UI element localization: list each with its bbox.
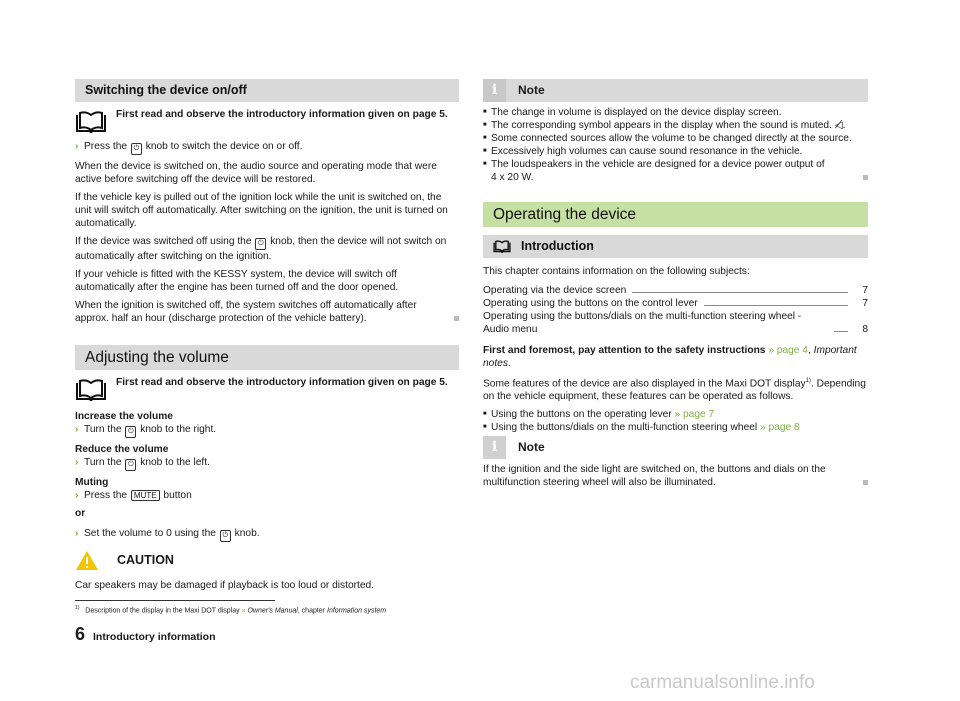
paragraph: Some features of the device are also displayed in the Maxi DOT display$^{1)}$. Depending on the vehicle equipment, these features can be operated as follows. — [483, 378, 866, 403]
list-item: ■ Using the buttons on the operating lever » page 7 — [483, 408, 868, 421]
toc-row[interactable]: Operating via the device screen 7 — [483, 285, 868, 296]
toc-row[interactable]: Operating using the buttons on the control lever 7 — [483, 298, 868, 309]
read-first-note: First read and observe the introductory information given on page 5. — [75, 108, 459, 134]
page-link[interactable]: » page 7 — [674, 409, 715, 421]
paragraph: If the device was switched off using the ⏻ knob, then the device will not switch on automatically after switching on the ignition. — [75, 236, 447, 262]
page-bottom — [75, 0, 875, 701]
page-link[interactable]: » page 8 — [760, 422, 800, 434]
section-heading-switching: Switching the device on/off — [75, 79, 459, 102]
mute-button-icon: MUTE — [131, 490, 160, 501]
chapter-title: Introductory information — [93, 631, 216, 643]
note-heading: i Note — [483, 436, 868, 459]
list-item: ■ Some connected sources allow the volume to be changed directly at the source. — [483, 132, 868, 145]
paragraph: When the ignition is switched off, the system switches off automatically after approx. half an hour (discharge protection of the vehicle battery). — [75, 299, 459, 325]
power-knob-icon: ⏻ — [131, 143, 142, 155]
subheading: Muting — [75, 477, 109, 488]
step-set-volume-zero: › Set the volume to 0 using the ⏻ knob. — [75, 527, 459, 542]
list-item: ■ The corresponding symbol appears in the display when the sound is muted. ◁̸. — [483, 119, 868, 132]
intro-text: This chapter contains information on the following subjects: — [483, 266, 750, 277]
list-item: ■ Using the buttons/dials on the multi-function steering wheel » page 8 — [483, 421, 868, 434]
step-switch-on-off: › Press the ⏻ knob to switch the device on or off. — [75, 140, 459, 155]
read-first-note: First read and observe the introductory information given on page 5. — [75, 376, 459, 402]
list-item: ■ Excessively high volumes can cause sound resonance in the vehicle. — [483, 145, 868, 158]
step-mute: › Press the MUTE button — [75, 490, 192, 501]
page-link[interactable]: » page 4 — [768, 345, 808, 356]
section-heading-volume: Adjusting the volume — [75, 345, 459, 370]
footnote-ref[interactable]: 1) — [805, 378, 811, 384]
caution-heading: CAUTION — [75, 550, 459, 571]
toc-row[interactable]: Operating using the buttons/dials on the multi-function steering wheel - Audio menu 8 — [483, 311, 868, 335]
or-label: or — [75, 508, 86, 519]
power-knob-icon: ⏻ — [125, 426, 136, 438]
safety-paragraph: First and foremost, pay attention to the safety instructions » page 4, Important notes. — [483, 345, 857, 369]
list-item: ■ The change in volume is displayed on the device display screen. — [483, 106, 868, 119]
subheading: Increase the volume — [75, 411, 173, 422]
paragraph: If the vehicle key is pulled out of the ignition lock while the unit is switched on, the unit will switch off automatically. After switching on the ignition, the unit is turned on automatically. — [75, 192, 448, 229]
power-knob-icon: ⏻ — [255, 238, 266, 250]
note-text: If the ignition and the side light are switched on, the buttons and dials on the multifunction steering wheel will also be illuminated. — [483, 463, 868, 489]
info-icon: i — [483, 79, 506, 102]
caution-text: Car speakers may be damaged if playback is too loud or distorted. — [75, 580, 374, 591]
watermark: carmanualsonline.info — [630, 672, 815, 693]
paragraph: When the device is switched on, the audio source and operating mode that were active before switching off the device will be restored. — [75, 161, 437, 185]
page-number: 6 — [75, 624, 86, 644]
subheading: Reduce the volume — [75, 444, 169, 455]
power-knob-icon: ⏻ — [220, 530, 231, 542]
page-footer — [75, 624, 216, 644]
step-increase-volume: › Turn the ⏻ knob to the right. — [75, 423, 459, 438]
info-icon: i — [483, 436, 506, 459]
footnote: $^{1)}$ Description of the display in the Maxi DOT display » Owner's Manual, chapter Information system — [75, 605, 387, 615]
step-reduce-volume: › Turn the ⏻ knob to the left. — [75, 456, 459, 471]
paragraph: If your vehicle is fitted with the KESSY system, the device will switch off automatically after the engine has been turned off and the door opened. — [75, 269, 399, 293]
list-item: ■ The loudspeakers in the vehicle are designed for a device power output of 4 x 20 W. — [483, 158, 868, 184]
footnote-rule — [75, 600, 275, 601]
section-heading-introduction: Introduction — [483, 235, 868, 258]
note-heading: i Note — [483, 79, 868, 102]
power-knob-icon: ⏻ — [125, 459, 136, 471]
chapter-heading-operating: Operating the device — [483, 202, 868, 227]
